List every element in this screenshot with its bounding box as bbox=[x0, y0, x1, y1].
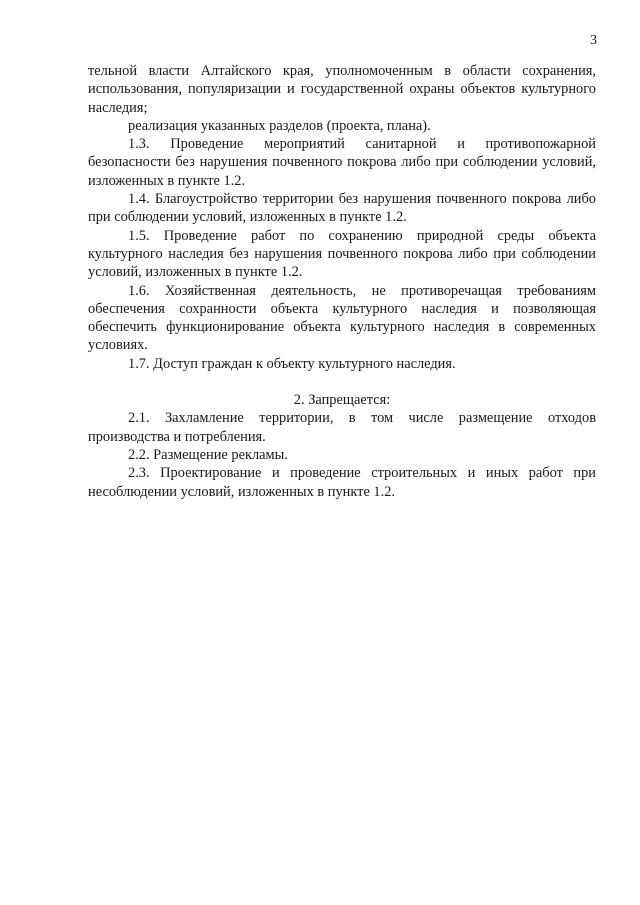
paragraph-1-5: 1.5. Проведение работ по сохранению природной среды объекта культурного наследия без нарушения почвенного покрова либо при соблюдении условий, изложенных в пункте 1.2. bbox=[88, 227, 596, 281]
paragraph-1-6: 1.6. Хозяйственная деятельность, не противоречащая требованиям обеспечения сохранности объекта культурного наследия и позволяющая обеспечить функционирование объекта культурного наследия в современных условиях. bbox=[88, 282, 596, 354]
paragraph-implementation: реализация указанных разделов (проекта, плана). bbox=[128, 117, 431, 134]
paragraph-continuation: тельной власти Алтайского края, уполномоченным в области сохранения, использования, популяризации и государственной охраны объектов культурного наследия; bbox=[88, 63, 596, 116]
paragraph-1-4: 1.4. Благоустройство территории без нарушения почвенного покрова либо при соблюдении условий, изложенных в пункте 1.2. bbox=[88, 191, 596, 226]
paragraph-2-3: 2.3. Проектирование и проведение строительных и иных работ при несоблюдении условий, изложенных в пункте 1.2. bbox=[88, 465, 596, 500]
section-2-heading: 2. Запрещается: bbox=[293, 392, 391, 409]
page-number: 3 bbox=[590, 33, 597, 48]
paragraph-2-1: 2.1. Захламление территории, в том числе размещение отходов производства и потребления. bbox=[88, 410, 596, 445]
paragraph-1-7: 1.7. Доступ граждан к объекту культурного наследия. bbox=[128, 355, 456, 372]
paragraph-2-2: 2.2. Размещение рекламы. bbox=[128, 446, 288, 463]
document-body bbox=[88, 62, 596, 501]
paragraph-1-3: 1.3. Проведение мероприятий санитарной и противопожарной безопасности без нарушения почвенного покрова либо при соблюдении условий, изложенных в пункте 1.2. bbox=[88, 136, 596, 189]
